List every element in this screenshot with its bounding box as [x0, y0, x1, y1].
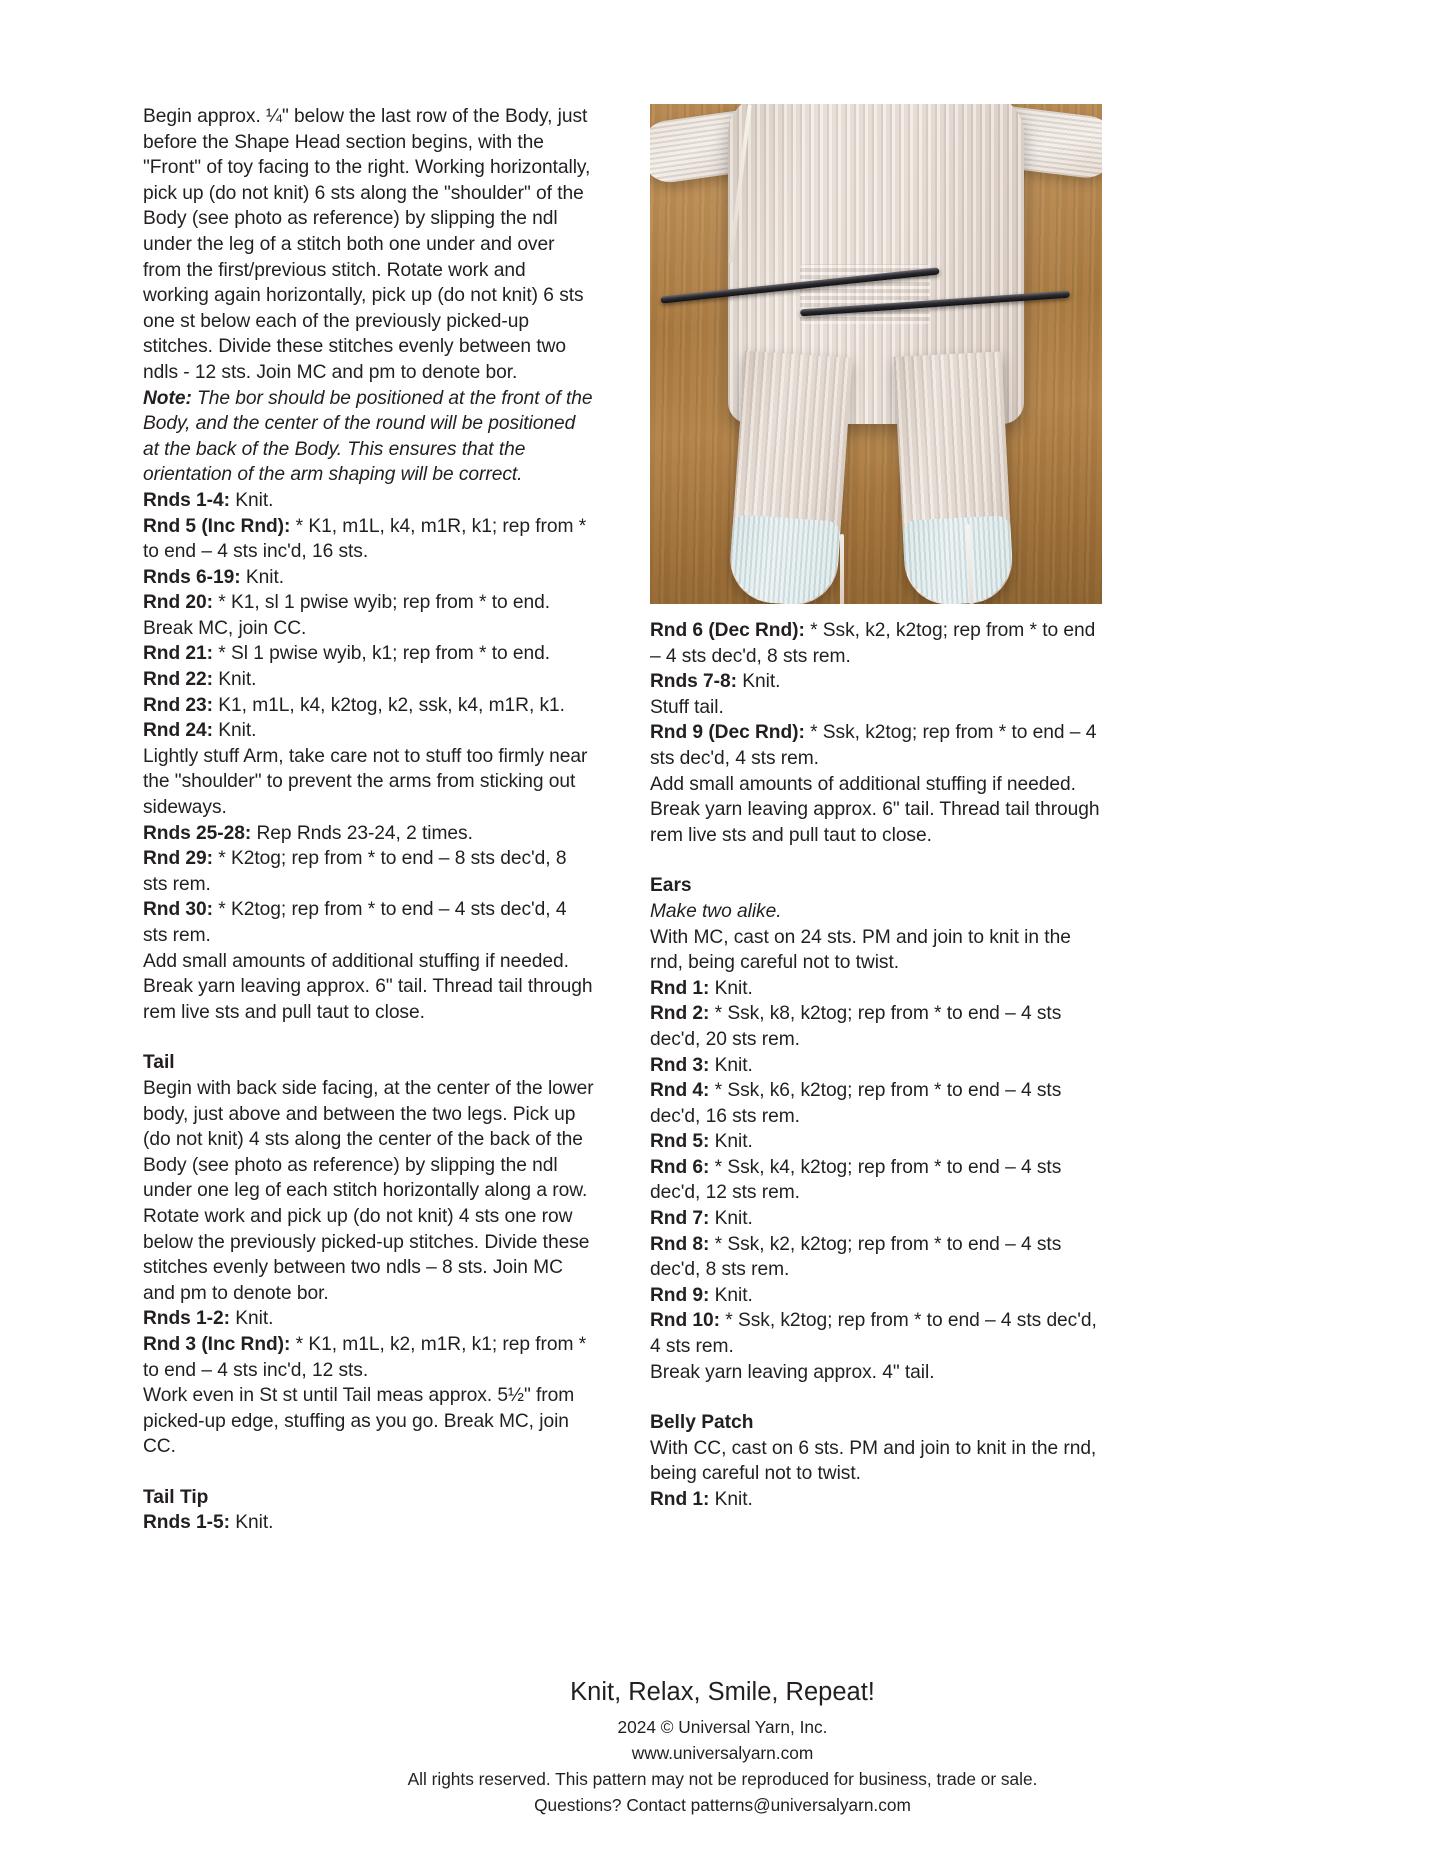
round-label: Rnd 21: [143, 643, 214, 665]
pattern-row [650, 1360, 1102, 1386]
round-label: Rnds 7-8: [650, 671, 737, 693]
round-text: Knit. [736, 671, 781, 693]
pattern-row [143, 1306, 595, 1332]
round-label: Rnd 8: [650, 1233, 710, 1255]
pattern-row [650, 1078, 1102, 1129]
round-text: * Ssk, k6, k2tog; rep from * to end – 4 sts dec'd, 16 sts rem. [650, 1080, 1062, 1127]
round-text: Break MC, join CC. [143, 617, 307, 639]
round-text: * K1, m1L, k2, m1R, k1; rep from * to end – 4 sts inc'd, 12 sts. [143, 1333, 587, 1381]
pattern-row [650, 1206, 1102, 1232]
round-label: Rnd 23: [143, 694, 214, 716]
pattern-row [143, 1510, 595, 1536]
ears-intro-paragraph: With MC, cast on 24 sts. PM and join to knit in the rnd, being careful not to twist. [650, 926, 1071, 974]
pattern-row [143, 744, 595, 821]
pattern-row [143, 565, 595, 591]
round-label: Rnd 10: [650, 1310, 721, 1332]
photo-inner [650, 104, 1102, 604]
round-text: Work even in St st until Tail meas approx. 5½" from picked-up edge, stuffing as you go. Break MC, join CC. [143, 1385, 575, 1458]
round-label: Rnd 3 (Inc Rnd): [143, 1333, 291, 1355]
round-text: * K2tog; rep from * to end – 8 sts dec'd, 8 sts rem. [143, 848, 567, 895]
footer-contact: Questions? Contact patterns@universalyarn.com [534, 1795, 911, 1815]
pattern-row [143, 718, 595, 744]
pattern-row [650, 976, 1102, 1002]
round-text: K1, m1L, k4, k2tog, k2, ssk, k4, m1R, k1. [213, 694, 565, 716]
round-label: Rnds 1-4: [143, 489, 230, 511]
round-label: Rnd 1: [650, 977, 710, 999]
tail-tip-heading: Tail Tip [143, 1486, 209, 1508]
round-label: Rnd 20: [143, 592, 214, 614]
round-text: Knit. [709, 1208, 753, 1230]
toy-leg-left [727, 351, 852, 604]
pattern-row [143, 897, 595, 948]
round-text: Knit. [709, 1284, 753, 1306]
ears-heading: Ears [650, 875, 692, 897]
round-label: Rnd 6: [650, 1156, 710, 1178]
toy-foot-left [727, 514, 841, 604]
arm-intro-paragraph: Begin approx. ¼" below the last row of the Body, just before the Shape Head section begins, with the "Front" of toy facing to the right. Working horizontally, pick up (do not knit) 6 sts along the "shoulder" of the Body (see photo as reference) by slipping the ndl under the leg of a stitch both one under and over from the first/previous stitch. Rotate work and working again horizontally, pick up (do not knit) 6 sts one st below each of the previously picked-up stitches. Divide these stitches evenly between two ndls - 12 sts. Join MC and pm to denote bor. [143, 106, 591, 383]
tail-tip-rounds-list-left [143, 1510, 595, 1536]
tail-intro-paragraph: Begin with back side facing, at the center of the lower body, just above and between the two legs. Pick up (do not knit) 4 sts along the center of the back of the Body (see photo as reference) by slipping the ndl under one leg of each stitch horizontally along a row. Rotate work and pick up (do not knit) 4 sts one row below the previously picked-up stitches. Divide these stitches evenly between two ndls – 8 sts. Join MC and pm to denote bor. [143, 1077, 594, 1304]
pattern-row [143, 821, 595, 847]
pattern-row [650, 1283, 1102, 1309]
round-text: Knit. [709, 977, 753, 999]
pattern-row [143, 667, 595, 693]
note-label: Note: [143, 387, 192, 409]
round-text: Stuff tail. [650, 696, 724, 718]
round-text: Lightly stuff Arm, take care not to stuff too firmly near the "shoulder" to prevent the arms from sticking out sideways. [143, 745, 588, 819]
round-text: Knit. [709, 1054, 753, 1076]
pattern-row [650, 695, 1102, 721]
pattern-row [650, 772, 1102, 849]
spacer [650, 1385, 1102, 1410]
right-column [650, 104, 1102, 1536]
belly-patch-intro: With CC, cast on 6 sts. PM and join to knit in the rnd, being careful not to twist. [650, 1437, 1097, 1485]
round-label: Rnd 5 (Inc Rnd): [143, 515, 291, 537]
pattern-row [143, 488, 595, 514]
round-label: Rnd 5: [650, 1131, 710, 1153]
round-text: * K2tog; rep from * to end – 4 sts dec'd, 4 sts rem. [143, 899, 567, 946]
round-text: Knit. [229, 1512, 274, 1534]
round-text: Knit. [213, 669, 257, 691]
round-text: Add small amounts of additional stuffing if needed. Break yarn leaving approx. 6" tail. Thread tail through rem live sts and pull taut to close. [650, 773, 1100, 846]
round-text: * K1, sl 1 pwise wyib; rep from * to end. [213, 592, 551, 614]
round-label: Rnds 1-5: [143, 1512, 230, 1534]
round-text: Rep Rnds 23-24, 2 times. [251, 822, 473, 844]
spacer [650, 848, 1102, 873]
pattern-row [143, 590, 595, 616]
round-text: * Sl 1 pwise wyib, k1; rep from * to end. [213, 643, 551, 665]
round-text: Break yarn leaving approx. 4" tail. [650, 1361, 935, 1383]
pattern-row [143, 1332, 595, 1383]
round-label: Rnd 4: [650, 1080, 710, 1102]
page-footer [0, 1676, 1445, 1818]
round-label: Rnd 9: [650, 1284, 710, 1306]
reference-photo [650, 104, 1102, 604]
round-text: * Ssk, k2, k2tog; rep from * to end – 4 sts dec'd, 8 sts rem. [650, 1233, 1062, 1281]
tail-heading: Tail [143, 1052, 175, 1074]
round-label: Rnd 22: [143, 669, 214, 691]
round-text: * Ssk, k8, k2tog; rep from * to end – 4 sts dec'd, 20 sts rem. [650, 1003, 1062, 1050]
pattern-row [143, 1383, 595, 1460]
round-text: Knit. [709, 1489, 753, 1510]
round-text: * Ssk, k2tog; rep from * to end – 4 sts dec'd, 4 sts rem. [650, 722, 1097, 769]
pattern-row [143, 616, 595, 642]
round-text: * Ssk, k2, k2tog; rep from * to end – 4 sts dec'd, 8 sts rem. [650, 620, 1096, 667]
ears-subheading: Make two alike. [650, 900, 782, 922]
round-text: * Ssk, k2tog; rep from * to end – 4 sts dec'd, 4 sts rem. [650, 1310, 1097, 1358]
tail-rounds-list [143, 1306, 595, 1460]
round-label: Rnd 1: [650, 1489, 710, 1510]
pattern-row [650, 720, 1102, 771]
round-text: Knit. [229, 489, 274, 511]
pattern-row [650, 1001, 1102, 1052]
belly-patch-rounds-list [650, 1487, 1102, 1513]
round-text: Knit. [709, 1131, 753, 1153]
spacer [143, 1025, 595, 1050]
left-column [143, 104, 595, 1536]
round-text: Knit. [213, 720, 257, 742]
footer-website: www.universalyarn.com [631, 1743, 814, 1763]
pattern-row [650, 1487, 1102, 1513]
arm-note-paragraph [143, 386, 595, 488]
round-text: Add small amounts of additional stuffing if needed. Break yarn leaving approx. 6" tail. Thread tail through rem live sts and pull taut to close. [143, 950, 593, 1023]
footer-rights: All rights reserved. This pattern may not be reproduced for business, trade or sale. [407, 1769, 1038, 1789]
spacer [143, 1460, 595, 1485]
round-text: * K1, m1L, k4, m1R, k1; rep from * to end – 4 sts inc'd, 16 sts. [143, 515, 587, 563]
toy-foot-right [902, 515, 1014, 604]
pattern-row [143, 514, 595, 565]
toy-leg-right [894, 351, 1015, 604]
round-label: Rnd 30: [143, 899, 214, 921]
pattern-row [143, 949, 595, 1026]
pattern-row [650, 669, 1102, 695]
round-label: Rnd 9 (Dec Rnd): [650, 722, 805, 744]
pattern-row [650, 618, 1102, 669]
pattern-row [650, 1053, 1102, 1079]
footer-tagline: Knit, Relax, Smile, Repeat! [570, 1678, 875, 1706]
yarn-strand [840, 534, 844, 604]
pattern-row [650, 1308, 1102, 1359]
arm-rounds-list [143, 488, 595, 1025]
note-text: The bor should be positioned at the front of the Body, and the center of the round will be positioned at the back of the Body. This ensures that the orientation of the arm shaping will be correct. [143, 387, 593, 486]
round-label: Rnd 24: [143, 720, 214, 742]
round-text: Knit. [240, 566, 285, 588]
round-label: Rnds 6-19: [143, 566, 241, 588]
round-label: Rnds 25-28: [143, 822, 252, 844]
pattern-row [650, 1155, 1102, 1206]
pattern-row [650, 1232, 1102, 1283]
pattern-row [650, 1129, 1102, 1155]
round-label: Rnd 6 (Dec Rnd): [650, 620, 805, 641]
ears-rounds-list [650, 976, 1102, 1386]
round-text: * Ssk, k4, k2tog; rep from * to end – 4 sts dec'd, 12 sts rem. [650, 1156, 1062, 1204]
footer-copyright: 2024 © Universal Yarn, Inc. [617, 1717, 828, 1737]
belly-patch-heading: Belly Patch [650, 1412, 754, 1434]
tail-tip-rounds-list-right [650, 618, 1102, 848]
round-label: Rnds 1-2: [143, 1308, 230, 1330]
pattern-row [143, 693, 595, 719]
round-label: Rnd 2: [650, 1003, 710, 1025]
round-label: Rnd 3: [650, 1054, 710, 1076]
round-text: Knit. [229, 1308, 274, 1330]
two-column-layout [143, 104, 1303, 1536]
round-label: Rnd 7: [650, 1208, 710, 1230]
round-label: Rnd 29: [143, 848, 214, 870]
pattern-row [143, 846, 595, 897]
pattern-row [143, 641, 595, 667]
